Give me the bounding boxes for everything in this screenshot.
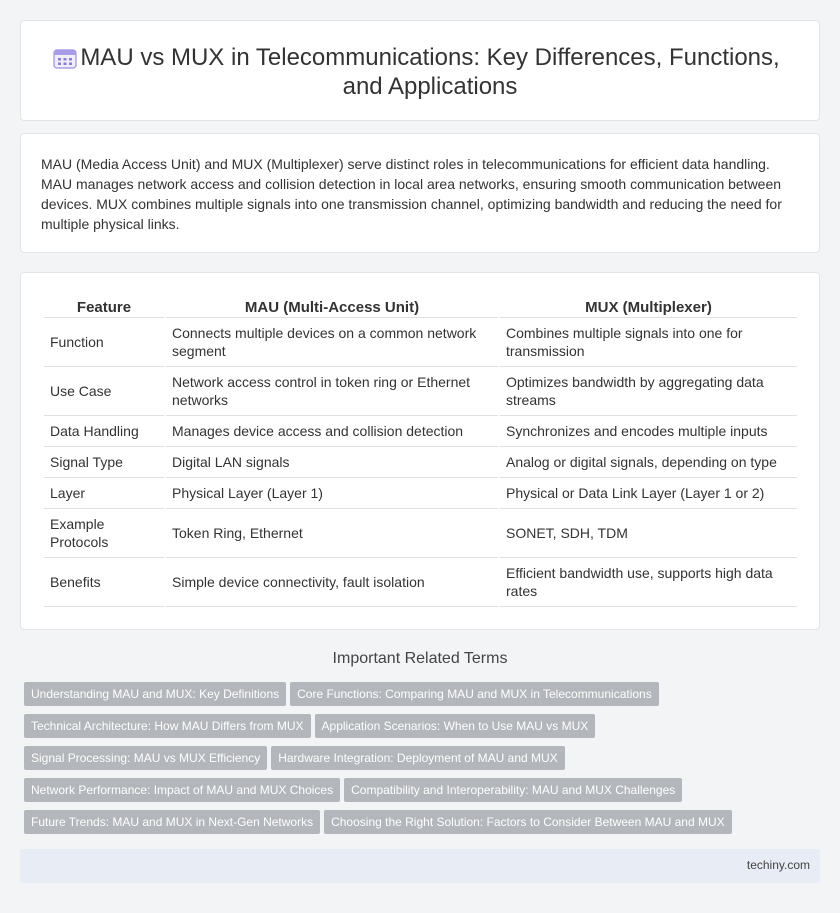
page-title: MAU vs MUX in Telecommunications: Key Differences, Functions, and Applications bbox=[80, 44, 780, 100]
related-term-tag[interactable]: Core Functions: Comparing MAU and MUX in Telecommunications bbox=[290, 682, 659, 706]
related-term-tag[interactable]: Understanding MAU and MUX: Key Definitions bbox=[24, 682, 286, 706]
feature-cell: Data Handling bbox=[44, 416, 164, 447]
related-terms-list bbox=[24, 682, 814, 842]
related-term-tag[interactable]: Technical Architecture: How MAU Differs from MUX bbox=[24, 714, 311, 738]
mux-cell: SONET, SDH, TDM bbox=[500, 509, 797, 558]
related-term-tag[interactable]: Hardware Integration: Deployment of MAU and MUX bbox=[271, 746, 564, 770]
footer bbox=[20, 849, 820, 883]
comparison-table bbox=[42, 298, 799, 607]
header-mux: MUX (Multiplexer) bbox=[500, 298, 797, 318]
table-row bbox=[44, 558, 797, 607]
table-row bbox=[44, 447, 797, 478]
related-term-tag[interactable]: Application Scenarios: When to Use MAU vs MUX bbox=[315, 714, 596, 738]
title-card bbox=[20, 20, 820, 121]
header-mau: MAU (Multi-Access Unit) bbox=[166, 298, 498, 318]
mux-cell: Physical or Data Link Layer (Layer 1 or 2) bbox=[500, 478, 797, 509]
comparison-card bbox=[20, 272, 820, 630]
mux-cell: Efficient bandwidth use, supports high data rates bbox=[500, 558, 797, 607]
feature-cell: Use Case bbox=[44, 367, 164, 416]
site-name: techiny.com bbox=[746, 858, 810, 872]
feature-cell: Example Protocols bbox=[44, 509, 164, 558]
intro-paragraph: MAU (Media Access Unit) and MUX (Multiplexer) serve distinct roles in telecommunications for efficient data handling. MAU manages network access and collision detection in local area networks, ensuring smooth communication between devices. MUX combines multiple signals into one transmission channel, optimizing bandwidth and reducing the need for multiple physical links. bbox=[41, 156, 782, 232]
related-term-tag[interactable]: Compatibility and Interoperability: MAU and MUX Challenges bbox=[344, 778, 682, 802]
mau-cell: Network access control in token ring or Ethernet networks bbox=[166, 367, 498, 416]
mau-cell: Digital LAN signals bbox=[166, 447, 498, 478]
related-term-tag[interactable]: Network Performance: Impact of MAU and MUX Choices bbox=[24, 778, 340, 802]
header-feature: Feature bbox=[44, 298, 164, 318]
mau-cell: Connects multiple devices on a common network segment bbox=[166, 318, 498, 367]
related-term-tag[interactable]: Signal Processing: MAU vs MUX Efficiency bbox=[24, 746, 267, 770]
intro-card bbox=[20, 133, 820, 253]
feature-cell: Function bbox=[44, 318, 164, 367]
table-row bbox=[44, 367, 797, 416]
related-terms-heading: Important Related Terms bbox=[332, 650, 508, 667]
mau-cell: Simple device connectivity, fault isolation bbox=[166, 558, 498, 607]
feature-cell: Layer bbox=[44, 478, 164, 509]
table-row bbox=[44, 416, 797, 447]
table-row bbox=[44, 478, 797, 509]
feature-cell: Benefits bbox=[44, 558, 164, 607]
table-header-row bbox=[44, 298, 797, 318]
mux-cell: Analog or digital signals, depending on type bbox=[500, 447, 797, 478]
mux-cell: Synchronizes and encodes multiple inputs bbox=[500, 416, 797, 447]
mau-cell: Physical Layer (Layer 1) bbox=[166, 478, 498, 509]
feature-cell: Signal Type bbox=[44, 447, 164, 478]
table-row bbox=[44, 318, 797, 367]
mau-cell: Manages device access and collision detection bbox=[166, 416, 498, 447]
mau-cell: Token Ring, Ethernet bbox=[166, 509, 498, 558]
mux-cell: Optimizes bandwidth by aggregating data streams bbox=[500, 367, 797, 416]
related-term-tag[interactable]: Choosing the Right Solution: Factors to Consider Between MAU and MUX bbox=[324, 810, 732, 834]
table-row bbox=[44, 509, 797, 558]
mux-cell: Combines multiple signals into one for transmission bbox=[500, 318, 797, 367]
related-term-tag[interactable]: Future Trends: MAU and MUX in Next-Gen Networks bbox=[24, 810, 320, 834]
